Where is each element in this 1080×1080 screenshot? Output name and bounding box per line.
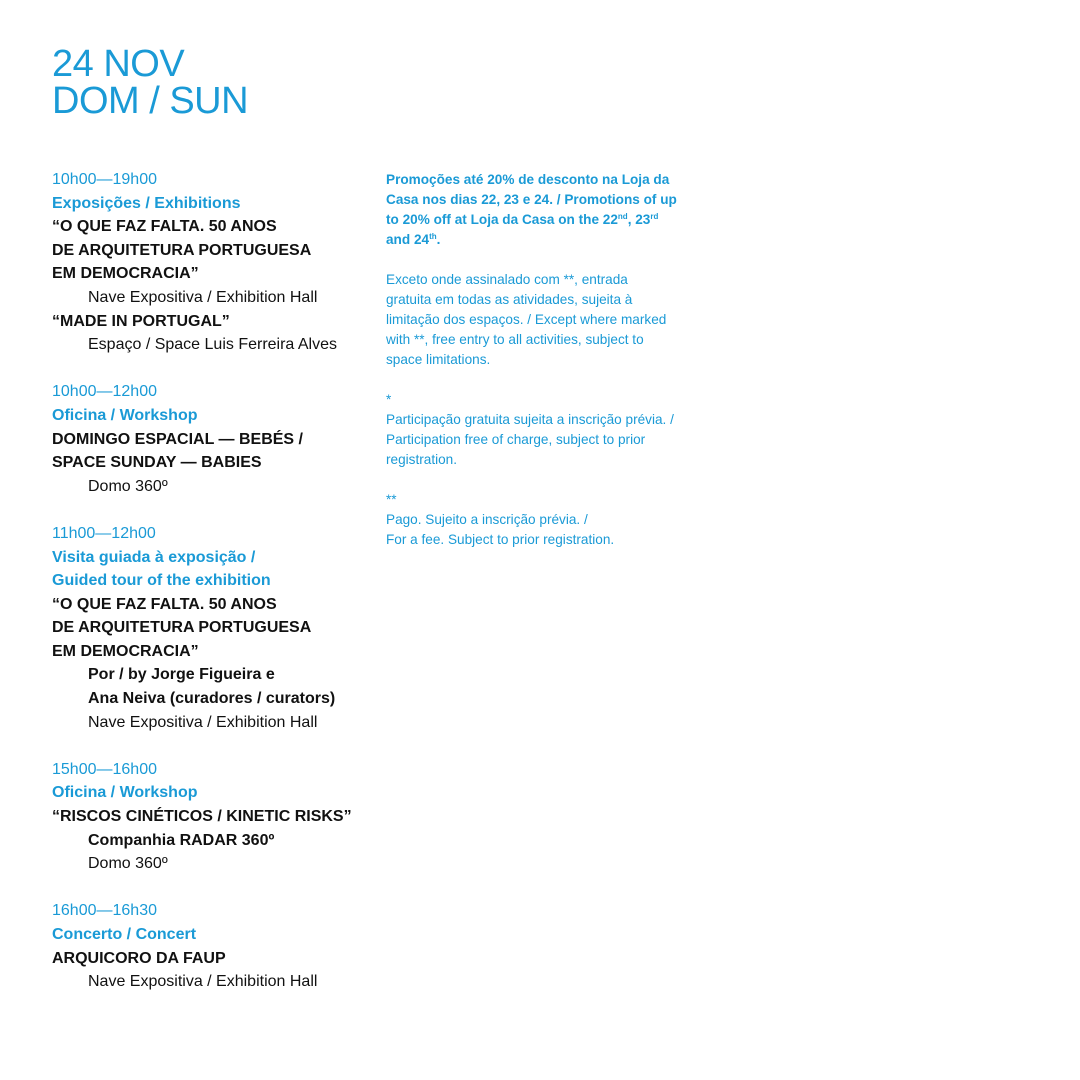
event-people: Ana Neiva (curadores / curators) [88,690,336,708]
promo-line [386,210,706,230]
page-header [52,43,249,122]
event-time: 10h00—12h00 [52,383,157,401]
event-title: “RISCOS CINÉTICOS / KINETIC RISKS” [52,808,352,826]
promo-text: to 20% off at Loja da Casa on the 22 [386,212,618,227]
ordinal-suffix: th [429,232,437,241]
event-title: DE ARQUITETURA PORTUGUESA [52,241,312,259]
header-date: 24 NOV [52,43,185,85]
footnote-mark: * [386,392,392,407]
notes-column [386,170,706,570]
promo-line: Casa nos dias 22, 23 e 24. / Promotions of up [386,192,677,207]
ordinal-suffix: rd [650,212,659,221]
event-item [52,168,372,357]
note-line: Participação gratuita sujeita a inscrição prévia. / [386,412,674,427]
event-people: Por / by Jorge Figueira e [88,666,275,684]
event-title: EM DEMOCRACIA” [52,642,199,660]
event-venue: Nave Expositiva / Exhibition Hall [88,713,318,731]
event-venue: Nave Expositiva / Exhibition Hall [88,288,318,306]
note-line: space limitations. [386,352,491,367]
event-time: 16h00—16h30 [52,902,157,920]
note-line: limitação dos espaços. / Except where marked [386,312,667,327]
single-star-note [386,390,706,470]
promo-line [386,230,706,250]
event-venue: Domo 360º [88,855,168,873]
event-title: EM DEMOCRACIA” [52,265,199,283]
note-line: For a fee. Subject to prior registration. [386,532,615,547]
free-entry-note [386,270,706,370]
ordinal-suffix: nd [617,212,628,221]
event-venue: Espaço / Space Luis Ferreira Alves [88,336,338,354]
promo-text: . [436,232,441,247]
event-category: Concerto / Concert [52,926,197,943]
event-title: “O QUE FAZ FALTA. 50 ANOS [52,218,277,236]
promo-line: Promoções até 20% de desconto na Loja da [386,172,670,187]
event-title: DE ARQUITETURA PORTUGUESA [52,619,312,637]
note-line: Exceto onde assinalado com **, entrada [386,272,628,287]
event-title: “O QUE FAZ FALTA. 50 ANOS [52,595,277,613]
event-title: ARQUICORO DA FAUP [52,949,226,967]
promo-note [386,170,706,250]
event-time: 15h00—16h00 [52,760,157,778]
event-item [52,758,372,876]
promo-text: and 24 [386,232,430,247]
event-schedule [52,168,372,1017]
event-venue: Nave Expositiva / Exhibition Hall [88,973,318,991]
footnote-mark: ** [386,492,397,507]
event-category: Visita guiada à exposição / [52,548,256,566]
event-venue: Domo 360º [88,477,168,495]
promo-text: , 23 [627,212,651,227]
header-day: DOM / SUN [52,80,249,122]
event-title: DOMINGO ESPACIAL — BEBÉS / [52,430,303,448]
event-time: 10h00—19h00 [52,171,157,188]
note-line: Pago. Sujeito a inscrição prévia. / [386,512,588,527]
event-category: Exposições / Exhibitions [52,194,241,212]
event-time: 11h00—12h00 [52,524,156,542]
event-title: SPACE SUNDAY — BABIES [52,454,262,472]
event-title: “MADE IN PORTUGAL” [52,312,230,330]
event-item [52,522,372,734]
event-people: Companhia RADAR 360º [88,831,275,849]
event-item [52,380,372,498]
note-line: gratuita em todas as atividades, sujeita à [386,292,633,307]
event-category: Guided tour of the exhibition [52,572,271,590]
event-item [52,899,372,993]
note-line: with **, free entry to all activities, subject to [386,332,644,347]
note-line: registration. [386,452,458,467]
double-star-note [386,490,706,550]
note-line: Participation free of charge, subject to prior [386,432,646,447]
event-category: Oficina / Workshop [52,784,198,802]
event-category: Oficina / Workshop [52,406,198,424]
